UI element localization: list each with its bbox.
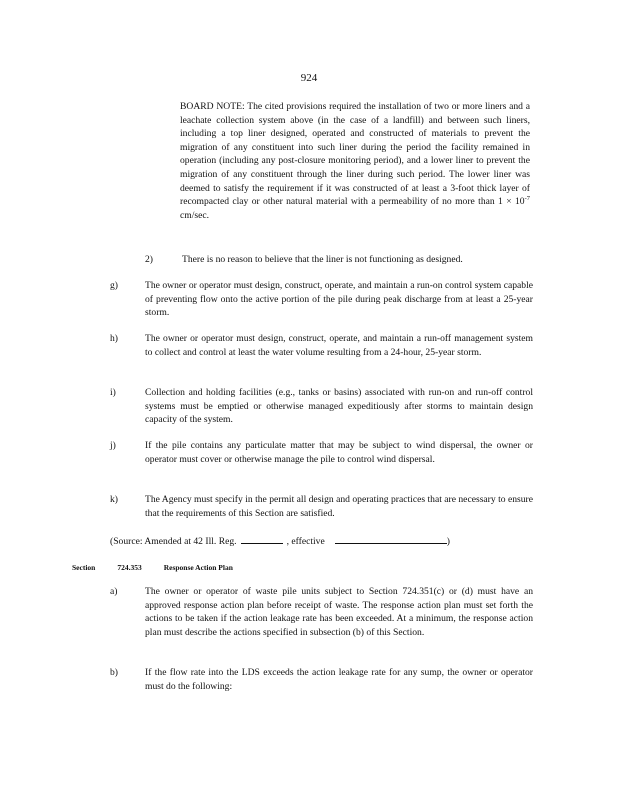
item-h-text: The owner or operator must design, construct, operate, and maintain a run-off management system to collect and control at least the water volume resulting from a 24-hour, 25-year storm. [145, 333, 533, 358]
section-item-a-text: The owner or operator of waste pile units subject to Section 724.351(c) or (d) must have an approved response action plan before receipt of waste. The response action plan must set forth the actions to be taken if the action leakage rate has been exceeded. At a minimum, the response action plan must describe the actions specified in subsection (b) of this Section. [145, 586, 533, 638]
section-item-b-text: If the flow rate into the LDS exceeds the action leakage rate for any sump, the owner or operator must do the following: [145, 667, 533, 692]
item-j-label: j) [110, 440, 116, 451]
section-title: Response Action Plan [163, 563, 233, 572]
board-note-unit: cm/sec. [180, 209, 210, 221]
source-note-middle: , effective [286, 536, 325, 547]
item-g-label: g) [110, 280, 118, 291]
board-note-exponent: -7 [524, 194, 530, 202]
source-note [110, 533, 530, 549]
board-note [180, 100, 530, 222]
section-item-a-label: a) [110, 586, 118, 597]
source-note-suffix: ) [446, 536, 450, 547]
section-number: 724.353 [117, 563, 142, 572]
item-i-text: Collection and holding facilities (e.g., tanks or basins) associated with run-on and run-off control systems must be emptied or otherwise managed expeditiously after storms to maintain design capacity of the system. [145, 387, 533, 426]
item-j-text: If the pile contains any particulate matter that may be subject to wind dispersal, the owner or operator must cover or otherwise manage the pile to control wind dispersal. [145, 440, 533, 465]
section-item-b-label: b) [110, 667, 118, 678]
item-h-label: h) [110, 333, 118, 344]
effective-date-blank [335, 533, 447, 544]
section-heading [72, 561, 255, 575]
board-note-text: BOARD NOTE: The cited provisions required the installation of two or more liners and a leachate collection system above (in the case of a landfill) and between such liners, including a top liner designed, operated and constructed of materials to prevent the migration of any constituent into such liner during the period the facility remained in operation (including any post-closure monitoring period), and a lower liner to prevent the migration of any constituent through the liner during such period. The lower liner was deemed to satisfy the requirement if it was constructed of at least a 3-foot thick layer of recompacted clay or other natural material with a permeability of no more than 1 × 10 [180, 101, 530, 208]
item-i-label: i) [110, 387, 116, 398]
item-k-text: The Agency must specify in the permit all design and operating practices that are necessary to ensure that the requirements of this Section are satisfied. [145, 494, 533, 519]
subitem-2-text: There is no reason to believe that the liner is not functioning as designed. [182, 254, 463, 265]
item-k-label: k) [110, 494, 118, 505]
source-note-prefix: (Source: Amended at 42 Ill. Reg. [110, 536, 237, 547]
section-label: Section [72, 563, 96, 572]
page-number: 924 [300, 72, 318, 84]
subitem-2-label: 2) [145, 254, 153, 265]
register-issue-blank [241, 533, 283, 544]
item-g-text: The owner or operator must design, construct, operate, and maintain a run-on control system capable of preventing flow onto the active portion of the pile during peak discharge from at least a 25-year storm. [145, 280, 533, 319]
